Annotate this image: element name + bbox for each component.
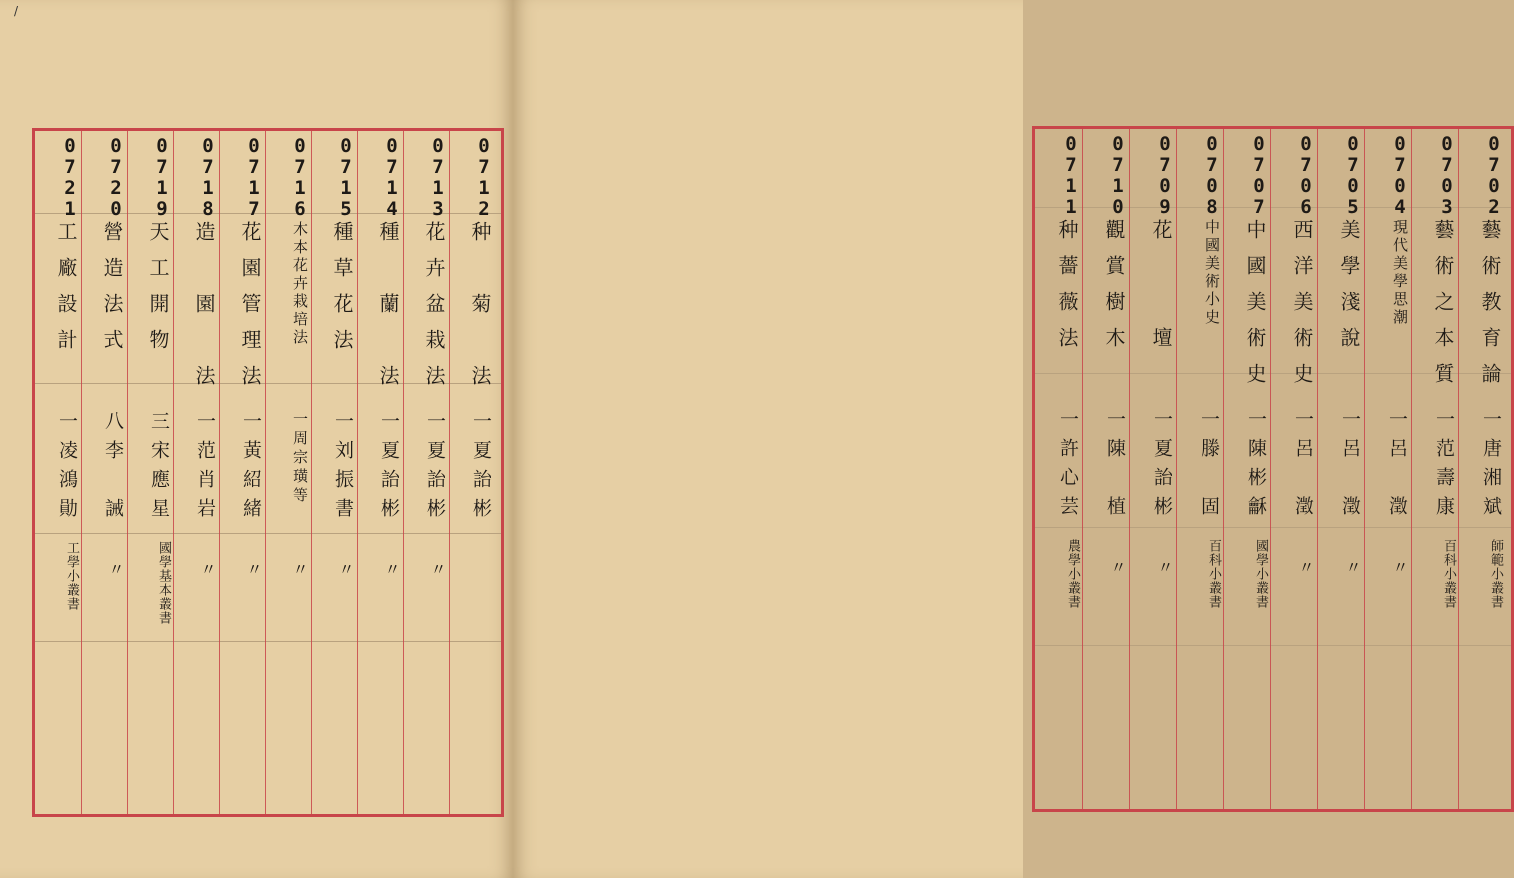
left-ledger-table [32,128,504,817]
entry-title: 花卉盆栽法 [422,221,446,401]
entry-series: 國學小叢書 [1253,539,1268,609]
entry-title: 种 菊 法 [468,221,492,401]
catalog-entry [219,131,265,814]
entry-title: 西洋美術史 [1290,219,1314,399]
entry-title: 工廠設計 [54,221,78,365]
entry-number: 0713 [427,135,449,219]
entry-series: 〃 [382,561,401,578]
entry-series: 〃 [1296,559,1315,576]
entry-number: 0720 [105,135,127,219]
catalog-entry [35,131,81,814]
entry-series: 〃 [336,561,355,578]
entry-number: 0718 [197,135,219,219]
entry-series: 〃 [1343,559,1362,576]
entry-author: 一呂 澂 [1292,409,1314,525]
catalog-entry [81,131,127,814]
entry-title: 種 蘭 法 [376,221,400,401]
entry-author: 一許心芸 [1057,409,1079,525]
entry-number: 0717 [243,135,265,219]
entry-author: 一范壽康 [1433,409,1455,525]
entry-author: 一黃紹緒 [240,411,262,527]
entry-number: 0702 [1483,133,1505,217]
entry-title: 种薔薇法 [1055,219,1079,363]
entry-author: 一周宗璜等 [291,411,309,506]
entry-number: 0719 [151,135,173,219]
corner-mark: / [14,4,19,18]
right-page [513,0,1505,878]
entry-series: 工學小叢書 [64,541,79,611]
catalog-entry [173,131,219,814]
entry-series: 〃 [1108,559,1127,576]
entry-number: 0712 [473,135,495,219]
entry-author: 三宋應星 [148,411,170,527]
entry-author: 八李 誡 [102,411,124,527]
entry-author: 一凌鴻勛 [56,411,78,527]
entry-number: 0707 [1248,133,1270,217]
entry-series: 〃 [244,561,263,578]
catalog-entry [1223,129,1270,809]
entry-series: 百科小叢書 [1206,539,1221,609]
entry-series: 〃 [1155,559,1174,576]
entry-number: 0710 [1107,133,1129,217]
entry-title: 藝術之本質 [1431,219,1455,399]
entry-number: 0705 [1342,133,1364,217]
right-ledger-table [1032,126,1514,812]
entry-number: 0706 [1295,133,1317,217]
entry-title: 現代美學思潮 [1391,219,1409,327]
entry-number: 0721 [59,135,81,219]
entry-number: 0716 [289,135,311,219]
entry-number: 0715 [335,135,357,219]
entry-title: 營造法式 [100,221,124,365]
entry-author: 一陳 植 [1104,409,1126,525]
entry-title: 花 壇 [1149,219,1173,363]
entry-title: 造 園 法 [192,221,216,401]
entry-author: 一滕 固 [1198,409,1220,525]
catalog-entry [1317,129,1364,809]
entry-series: 〃 [1390,559,1409,576]
catalog-entry [449,131,495,814]
entry-title: 藝術教育論 [1478,219,1502,399]
entry-author: 一范肖岩 [194,411,216,527]
catalog-entry [127,131,173,814]
entry-title: 觀賞樹木 [1102,219,1126,363]
entry-author: 一夏詒彬 [378,411,400,527]
entry-number: 0704 [1389,133,1411,217]
entry-title: 種草花法 [330,221,354,365]
entry-number: 0708 [1201,133,1223,217]
entry-number: 0709 [1154,133,1176,217]
catalog-entry [1270,129,1317,809]
entry-author: 一夏詒彬 [470,411,492,527]
catalog-entry [1082,129,1129,809]
entry-author: 一刘振書 [332,411,354,527]
catalog-entry [1364,129,1411,809]
catalog-entry [1129,129,1176,809]
catalog-entry [1411,129,1458,809]
entry-author: 一陳彬龢 [1245,409,1267,525]
entry-series: 〃 [106,561,125,578]
entry-title: 天工開物 [146,221,170,365]
entry-series: 百科小叢書 [1441,539,1456,609]
entry-series: 國學基本叢書 [156,541,171,625]
catalog-entry [403,131,449,814]
left-page [0,0,513,878]
entry-title: 美學淺說 [1337,219,1361,363]
entry-author: 一夏詒彬 [1151,409,1173,525]
entry-series: 師範小叢書 [1488,539,1503,609]
entry-number: 0714 [381,135,403,219]
entry-series: 農學小叢書 [1065,539,1080,609]
catalog-entry [311,131,357,814]
entry-series: 〃 [198,561,217,578]
catalog-entry [265,131,311,814]
entry-title: 中國美術小史 [1203,219,1221,327]
entry-number: 0711 [1060,133,1082,217]
catalog-entry [1458,129,1505,809]
catalog-entry [357,131,403,814]
entry-title: 花園管理法 [238,221,262,401]
entry-author: 一唐湘斌 [1480,409,1502,525]
entry-title: 木本花卉栽培法 [291,221,309,347]
catalog-entry [1176,129,1223,809]
entry-author: 一夏詒彬 [424,411,446,527]
entry-author: 一呂 澂 [1386,409,1408,525]
entry-title: 中國美術史 [1243,219,1267,399]
entry-series: 〃 [428,561,447,578]
entry-number: 0703 [1436,133,1458,217]
catalog-entry [1035,129,1082,809]
entry-series: 〃 [290,561,309,578]
entry-author: 一呂 澂 [1339,409,1361,525]
